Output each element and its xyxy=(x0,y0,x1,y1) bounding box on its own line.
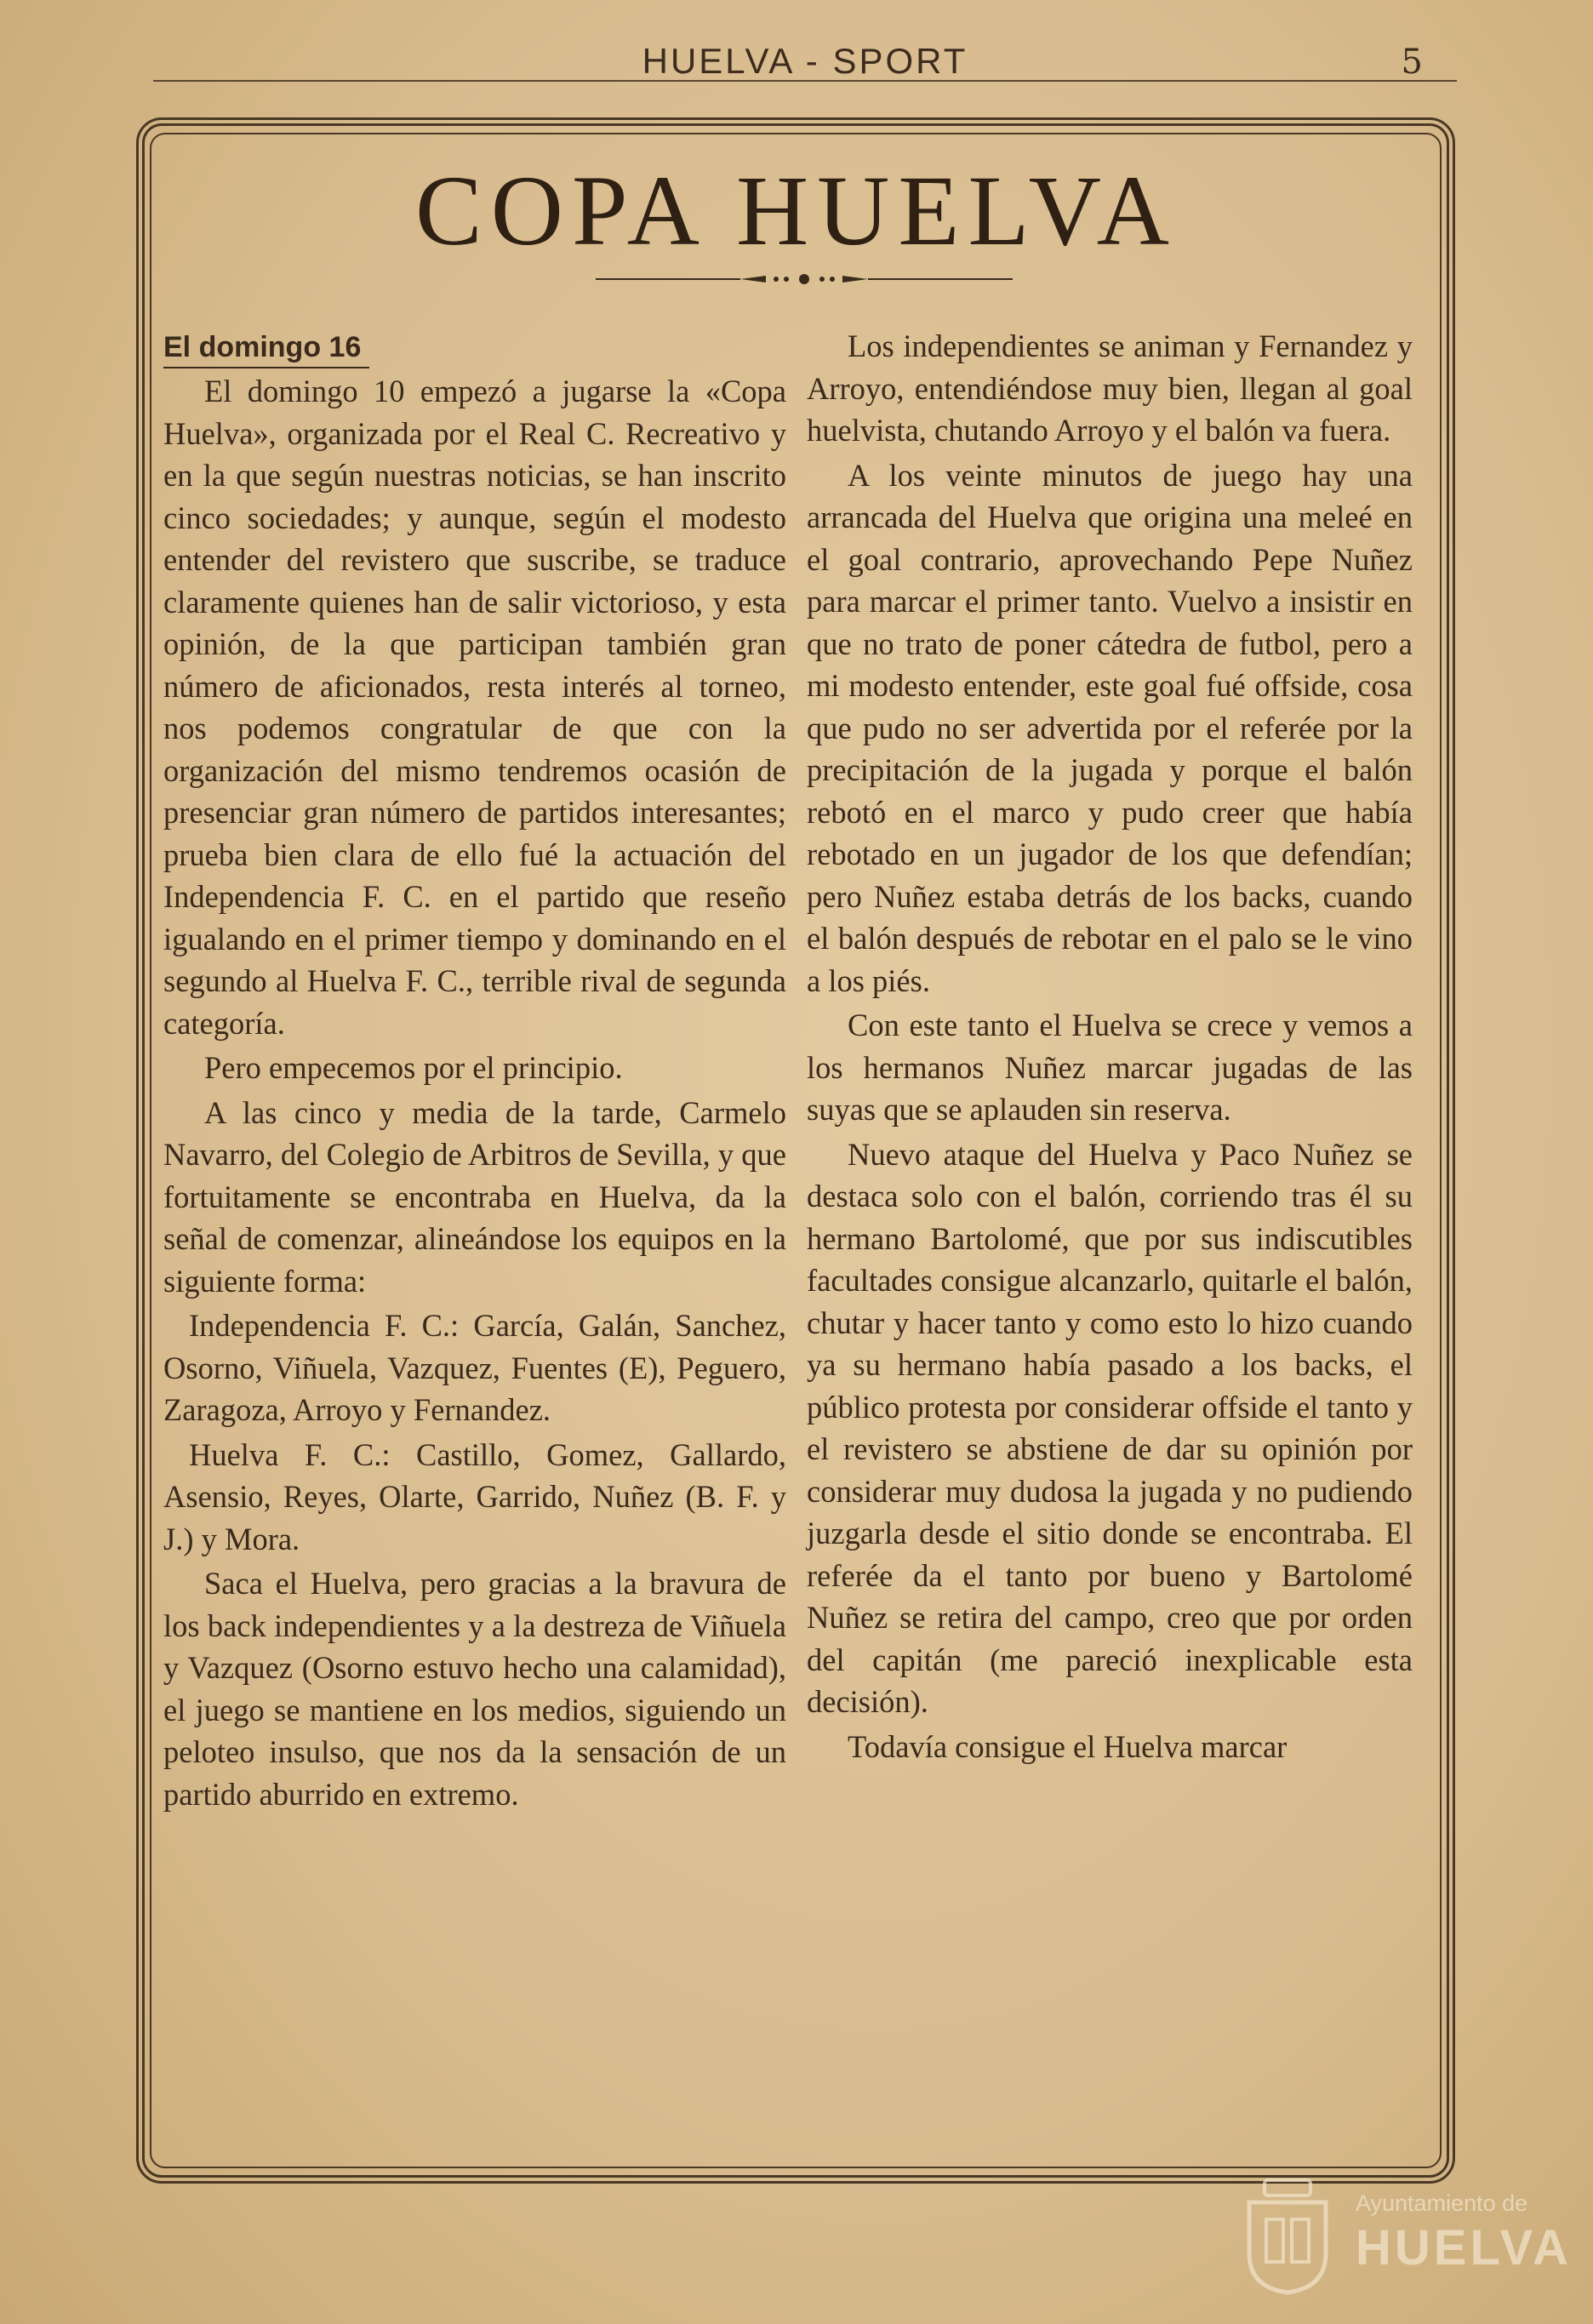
paragraph: Todavía consigue el Huelva marcar xyxy=(848,1728,1288,1764)
section-subhead: El domingo 16 xyxy=(163,328,369,368)
article-title: COPA HUELVA xyxy=(415,155,1178,266)
paragraph: Nuevo ataque del Huelva y Paco Nuñez se destaca solo con el balón, corriendo tras él su hermano Bartolomé, que por sus indiscutibles facultades consigue alcanzarlo, quitarle el balón, chutar y hacer tanto y como esto lo hizo cuando ya su hermano había pasado a los backs, el público protesta por considerar offside el tanto y el revistero se abstiene de dar su opinión por considerar muy dudosa la jugada y no pudiendo juzgarla desde el sitio donde se encontraba. El referée da el tanto por bueno y Bartolomé Nuñez se retira del campo, creo que por orden del capitán (me pareció inexplicable esta decisión). xyxy=(807,1136,1413,1719)
title-ornament xyxy=(596,271,1013,288)
publication-title: HUELVA - SPORT xyxy=(642,41,968,81)
paragraph: El domingo 10 empezó a jugarse la «Copa Huelva», organizada por el Real C. Recreativo y en la que según nuestras noticias, se han inscrito cinco sociedades; y aunque, según el modesto entender del revistero que suscribe, se traduce claramente quienes han de salir victorioso, y esta opinión, de la que participan también gran número de aficionados, resta interés al torneo, nos podemos congratular de que con la organización del mismo tendremos ocasión de presenciar gran número de partidos interesantes; prueba bien clara de ello fué la actuación del Independencia F. C. en el partido que reseño igualando en el primer tiempo y dominando en el segundo al Huelva F. C., terrible rival de segunda categoría. xyxy=(163,374,786,1041)
header-rule xyxy=(153,80,1457,82)
left-column xyxy=(163,325,786,1818)
paragraph: Pero empecemos por el principio. xyxy=(204,1050,623,1085)
watermark-line2: HUELVA xyxy=(1356,2220,1572,2275)
paragraph: A las cinco y media de la tarde, Carmelo Navarro, del Colegio de Arbitros de Sevilla, y que fortuitamente se encontraba en Huelva, da la señal de comenzar, alineándose los equipos en la siguiente forma: xyxy=(163,1094,786,1299)
archive-watermark xyxy=(1241,2168,1572,2304)
watermark-line1: Ayuntamiento de xyxy=(1356,2190,1528,2216)
paragraph: A los veinte minutos de juego hay una arrancada del Huelva que origina una meleé en el goal contrario, aprovechando Pepe Nuñez para marcar el primer tanto. Vuelvo a insistir en que no trato de poner cátedra de futbol, pero a mi modesto entender, este goal fué offside, cosa que pudo no ser advertida por el referée por la precipitación de la jugada y porque el balón rebotó en el marco y pudo creer que había rebotado en un jugador de los que defendían; pero Nuñez estaba detrás de los backs, cuando el balón después de rebotar en el palo se le vino a los piés. xyxy=(807,457,1413,998)
running-header xyxy=(153,36,1457,87)
lineup-huelva: Huelva F. C.: Castillo, Gomez, Gallardo, Asensio, Reyes, Olarte, Garrido, Nuñez (B. F. y J.) y Mora. xyxy=(163,1436,786,1556)
page-number: 5 xyxy=(1401,43,1423,82)
right-column xyxy=(807,325,1413,1770)
paragraph: Saca el Huelva, pero gracias a la bravura de los back independientes y a la destreza de Viñuela y Vazquez (Osorno estuvo hecho una calamidad), el juego se mantiene en los medios, siguiendo un peloteo insulso, que nos da la sensación de un partido aburrido en extremo. xyxy=(163,1566,786,1812)
paragraph: Los independientes se animan y Fernandez y Arroyo, entendiéndose muy bien, llegan al goal huelvista, chutando Arroyo y el balón va fuera. xyxy=(807,328,1413,448)
lineup-independencia: Independencia F. C.: García, Galán, Sanchez, Osorno, Viñuela, Vazquez, Fuentes (E), Peguero, Zaragoza, Arroyo y Fernandez. xyxy=(163,1308,786,1427)
coat-of-arms-icon xyxy=(1241,2177,1334,2296)
paragraph: Con este tanto el Huelva se crece y vemos a los hermanos Nuñez marcar jugadas de las suyas que se aplauden sin reserva. xyxy=(807,1008,1413,1127)
